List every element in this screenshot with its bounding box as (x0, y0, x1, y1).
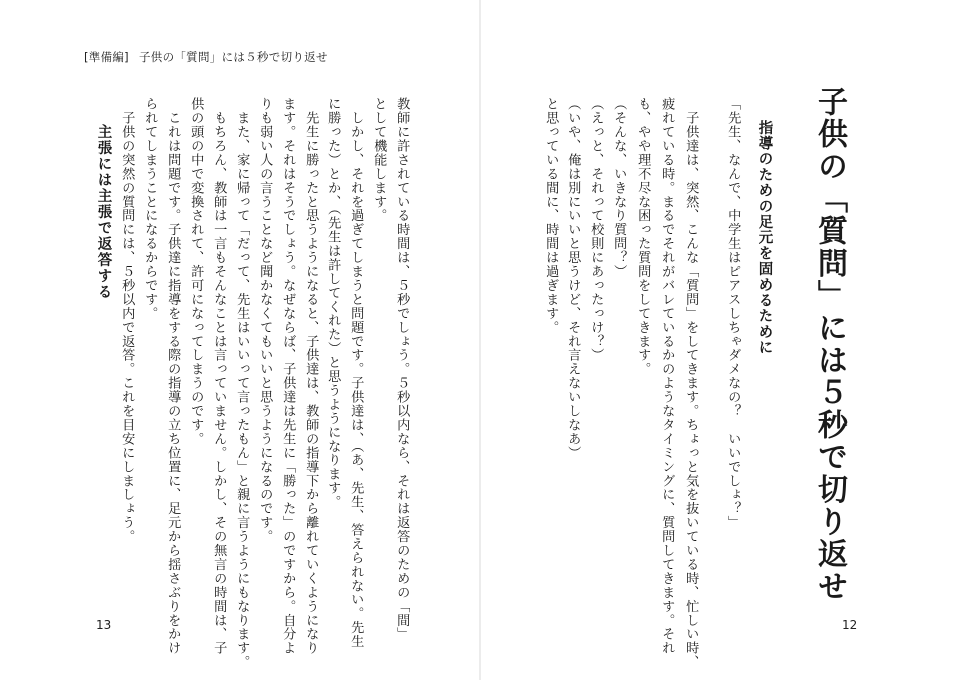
body-line: りも弱い人の言うことなど聞かなくてもいいと思うようになるのです。 (257, 97, 273, 544)
body-line: に勝った）とか、（先生は許してくれた）と思うようになります。 (325, 97, 341, 509)
body-line: 「先生、なんで、中学生はピアスしちゃダメなの？ いいでしょ？」 (725, 97, 741, 530)
body-line: 先生に勝ったと思うようになると、子供達は、教師の指導下から離れていくようになり (303, 97, 319, 655)
body-line: 子供の突然の質問には、５秒以内で返答。これを目安にしましょう。 (119, 97, 135, 544)
body-line: （いや、俺は別にいいと思うけど、それ言えないしなあ） (565, 97, 581, 460)
body-line: （そんな、いきなり質問？） (611, 97, 627, 279)
body-line: と思っている間に、時間は過ぎます。 (543, 97, 559, 335)
body-line: これは問題です。子供達に指導をする際の指導の立ち位置に、足元から揺さぶりをかけ (165, 97, 181, 655)
page-gutter (479, 0, 481, 680)
section-subheading: 主張には主張で返答する (95, 124, 112, 300)
page-number-left: 13 (96, 618, 112, 632)
page-number-right: 12 (842, 618, 858, 632)
chapter-subtitle: 指導のための足元を固めるために (756, 120, 773, 356)
body-line: 教師に許されている時間は、５秒でしょう。５秒以内なら、それは返答のための「間」 (394, 97, 410, 642)
body-line: として機能します。 (371, 97, 387, 223)
running-header (84, 49, 328, 65)
body-line: 子供達は、突然、こんな「質問」をしてきます。ちょっと気を抜いている時、忙しい時、 (683, 97, 699, 669)
header-chapter-title: 子供の「質問」には５秒で切り返せ (138, 50, 328, 64)
header-section-label: [準備編] (84, 50, 129, 64)
body-line: しかし、それを過ぎてしまうと問題です。子供達は、（あ、先生、答えられない。先生 (348, 97, 364, 649)
body-line: 疲れている時。まるでそれがバレているかのようなタイミングに、質問してきます。それ (659, 97, 675, 655)
body-line: また、家に帰って「だって、先生はいいって言ったもん」と親に言うようにもなります。 (234, 97, 250, 669)
body-line: も、やや理不尽な困った質問をしてきます。 (635, 97, 651, 376)
body-line: （えっと、それって校則にあったっけ？） (588, 97, 604, 363)
body-line: 供の頭の中で変換されて、許可になってしまうのです。 (188, 97, 204, 446)
body-line: もちろん、教師は一言もそんなことは言っていません。しかし、その無言の時間は、子 (211, 97, 227, 655)
chapter-title: 子供の「質問」には５秒で切り返せ (812, 86, 847, 603)
body-line: られてしまうことになるからです。 (142, 97, 158, 321)
body-line: ます。それはそうでしょう。なぜならば、子供達は先生に「勝った」のですから。自分よ (280, 97, 296, 655)
